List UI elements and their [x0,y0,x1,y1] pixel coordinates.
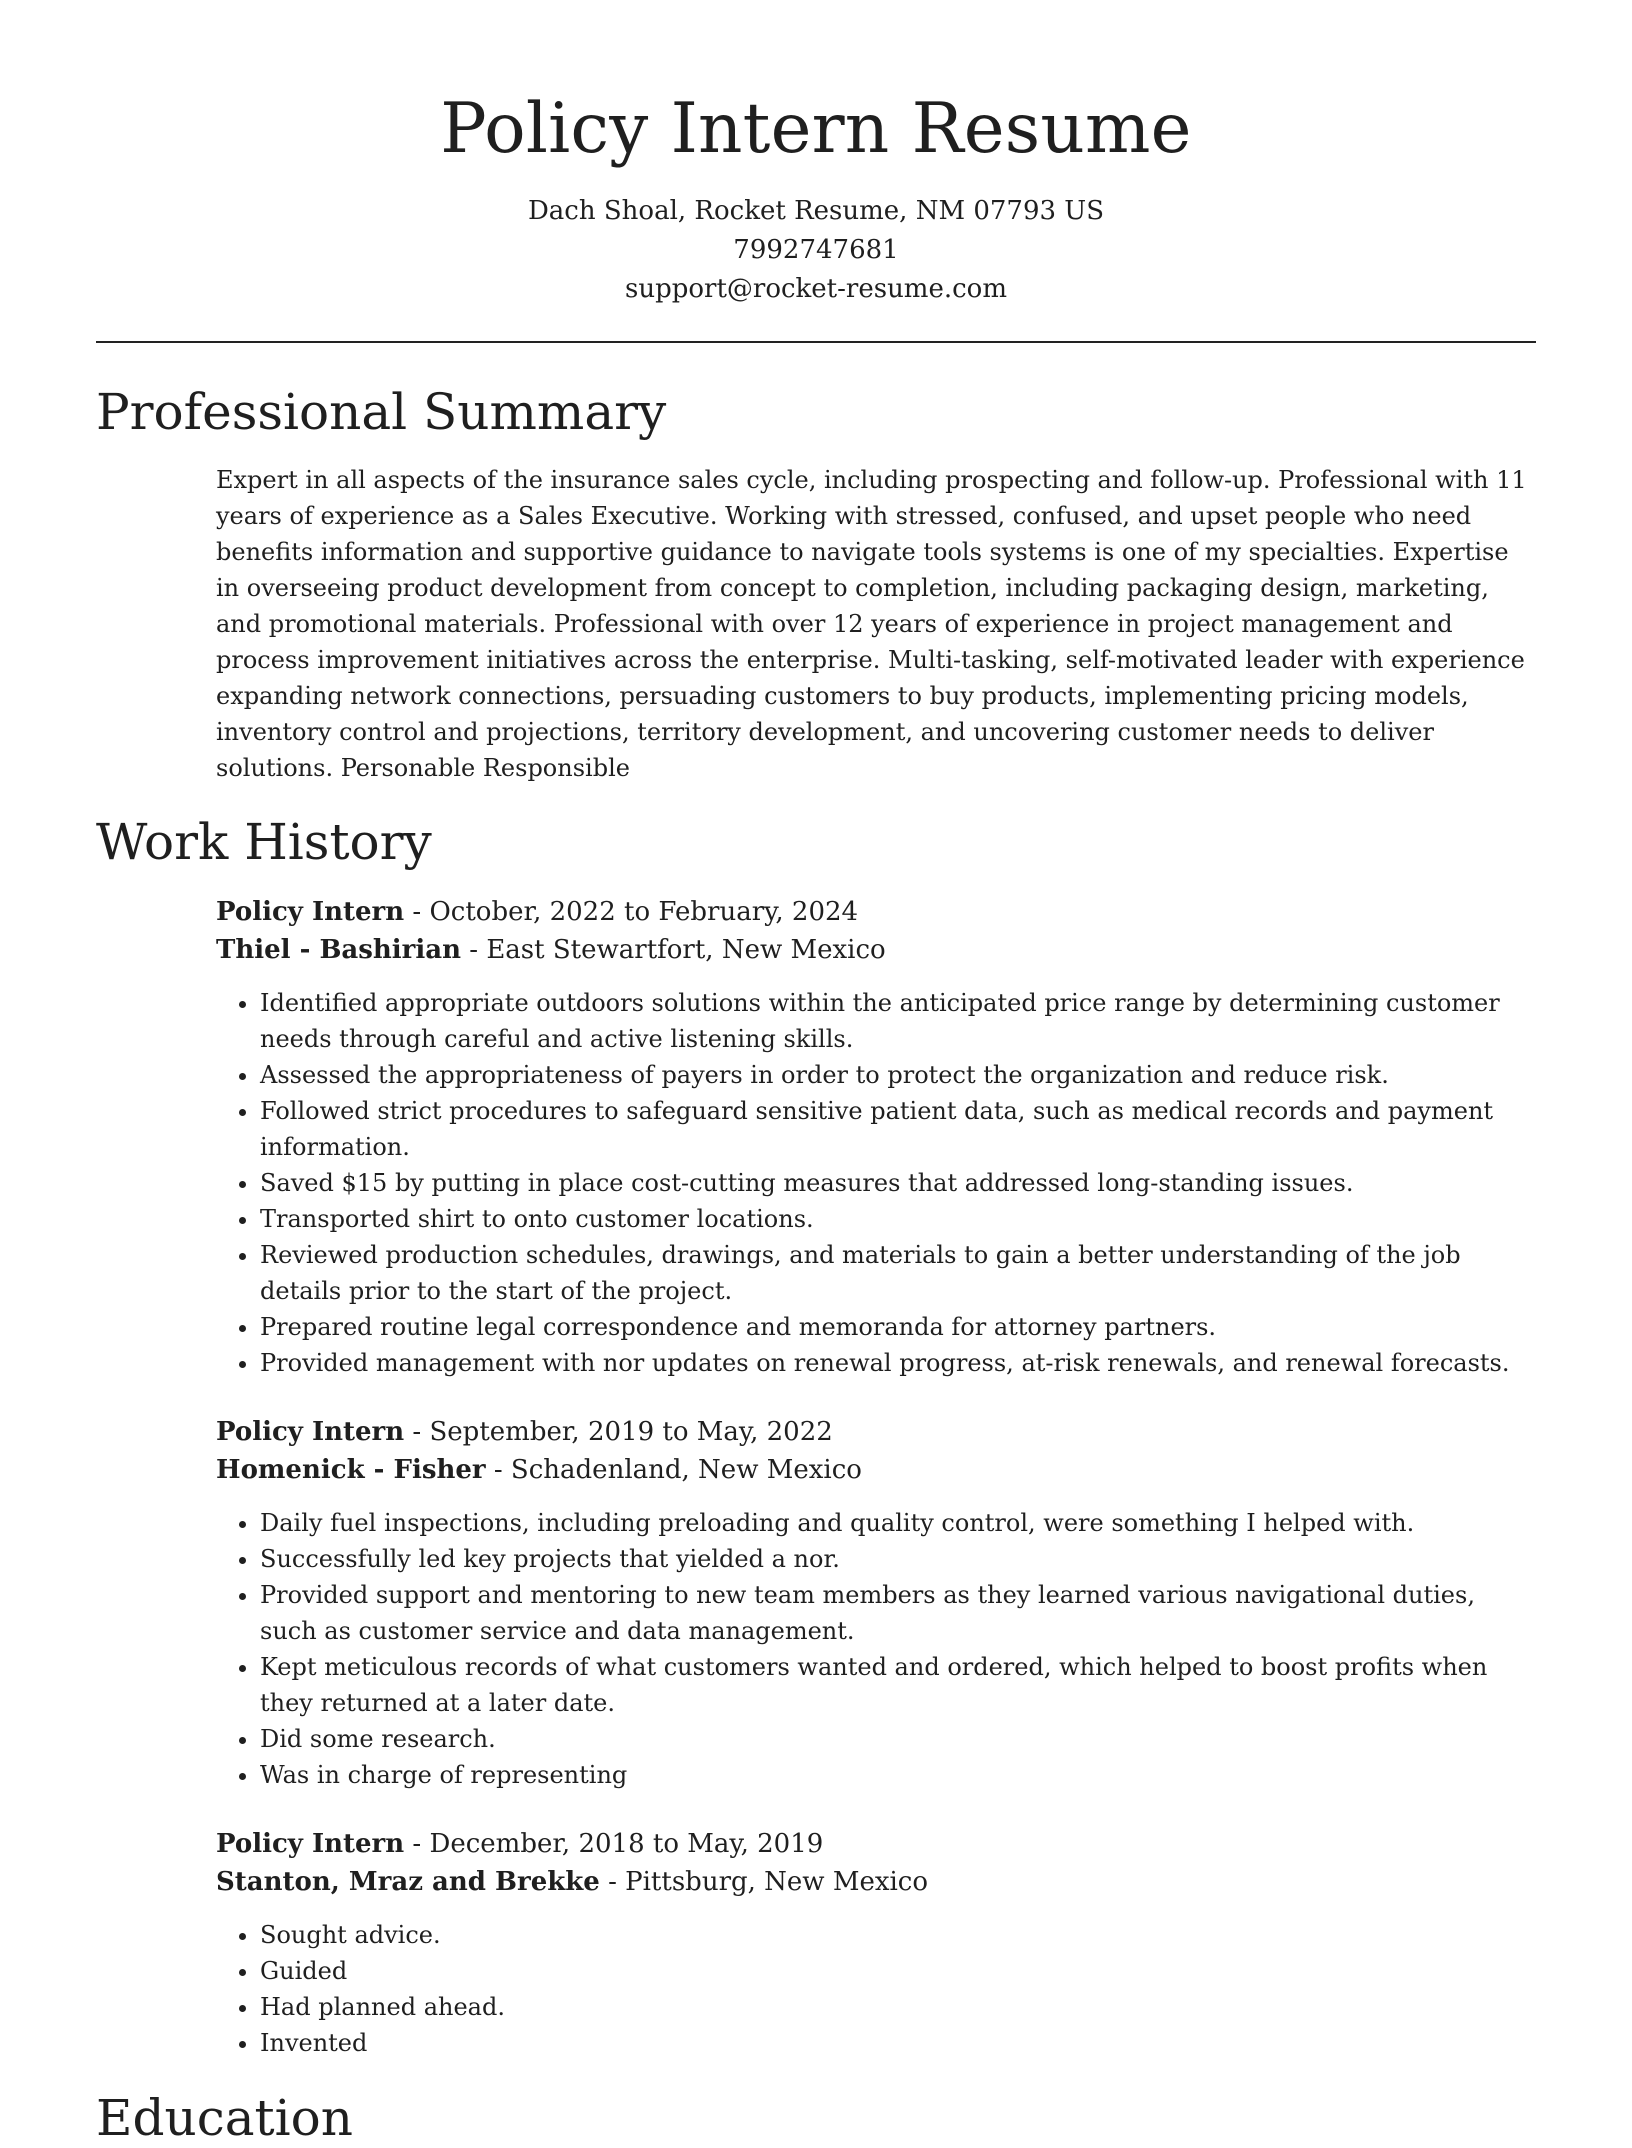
list-item: • Was in charge of representing [260,1757,1536,1793]
header-divider [96,341,1536,343]
job-bullets [216,985,1536,1381]
job-employer-line [216,931,1536,969]
list-item: • Kept meticulous records of what customers wanted and ordered, which helped to boost profits when they returned at a later date. [260,1649,1536,1721]
section-heading-work: Work History [96,813,432,871]
contact-block [0,192,1632,309]
job-role: Policy Intern [216,897,405,927]
list-item: • Identified appropriate outdoors solutions within the anticipated price range by determining customer needs through careful and active listening skills. [260,985,1536,1057]
contact-address: Dach Shoal, Rocket Resume, NM 07793 US [527,196,1105,226]
list-item: • Followed strict procedures to safeguard sensitive patient data, such as medical records and payment information. [260,1093,1536,1165]
list-item: • Successfully led key projects that yielded a nor. [260,1541,1536,1577]
resume-header [0,0,1632,309]
job-title-line [216,1825,1536,1863]
contact-phone: 7992747681 [733,235,899,265]
job-dates: - October, 2022 to February, 2024 [404,897,859,927]
job-dates: - September, 2019 to May, 2022 [404,1417,833,1447]
job-location: - Schadenland, New Mexico [485,1455,862,1485]
list-item: • Daily fuel inspections, including preloading and quality control, were something I helped with. [260,1505,1536,1541]
job-bullets [216,1505,1536,1793]
job-role: Policy Intern [216,1417,405,1447]
job-employer: Stanton, Mraz and Brekke [216,1867,600,1897]
job-employer: Homenick - Fisher [216,1455,486,1485]
job-employer-line [216,1863,1536,1901]
list-item: • Assessed the appropriateness of payers in order to protect the organization and reduce risk. [260,1057,1536,1093]
job-employer-line [216,1451,1536,1489]
job-employer: Thiel - Bashirian [216,935,462,965]
job-title-line [216,893,1536,931]
section-heading-summary: Professional Summary [96,383,667,441]
list-item: • Prepared routine legal correspondence and memoranda for attorney partners. [260,1309,1536,1345]
job-dates: - December, 2018 to May, 2019 [404,1829,824,1859]
job-title-line [216,1413,1536,1451]
job-entry [216,893,1536,1381]
list-item: • Sought advice. [260,1917,1536,1953]
job-role: Policy Intern [216,1829,405,1859]
list-item: • Had planned ahead. [260,1989,1536,2025]
list-item: • Invented [260,2025,1536,2061]
job-bullets [216,1917,1536,2061]
list-item: • Provided support and mentoring to new team members as they learned various navigational duties, such as customer service and data management. [260,1577,1536,1649]
job-entry [216,1825,1536,2061]
contact-email: support@rocket-resume.com [624,274,1007,304]
list-item: • Transported shirt to onto customer locations. [260,1201,1536,1237]
job-entry [216,1413,1536,1793]
list-item: • Provided management with nor updates on renewal progress, at-risk renewals, and renewal forecasts. [260,1345,1536,1381]
page-title: Policy Intern Resume [440,89,1192,169]
list-item: • Saved $15 by putting in place cost-cutting measures that addressed long-standing issues. [260,1165,1536,1201]
summary-text: Expert in all aspects of the insurance sales cycle, including prospecting and follow-up. Professional with 11 years of experience as a Sales Executive. Working with stressed, confused, and upset people who need benefits information and supportive guidance to navigate tools systems is one of my specialties. Expertise in overseeing product development from concept to completion, including packaging design, marketing, and promotional materials. Professional with over 12 years of experience in project management and process improvement initiatives across the enterprise. Multi-tasking, self-motivated leader with experience expanding network connections, persuading customers to buy products, implementing pricing models, inventory control and projections, territory development, and uncovering customer needs to deliver solutions. Personable Responsible [216,466,1527,782]
list-item: • Guided [260,1953,1536,1989]
section-heading-education: Education [96,2089,353,2147]
work-history-list [216,893,1536,2093]
list-item: • Reviewed production schedules, drawings, and materials to gain a better understanding of the job details prior to the start of the project. [260,1237,1536,1309]
job-location: - East Stewartfort, New Mexico [461,935,886,965]
list-item: • Did some research. [260,1721,1536,1757]
job-location: - Pittsburg, New Mexico [599,1867,929,1897]
